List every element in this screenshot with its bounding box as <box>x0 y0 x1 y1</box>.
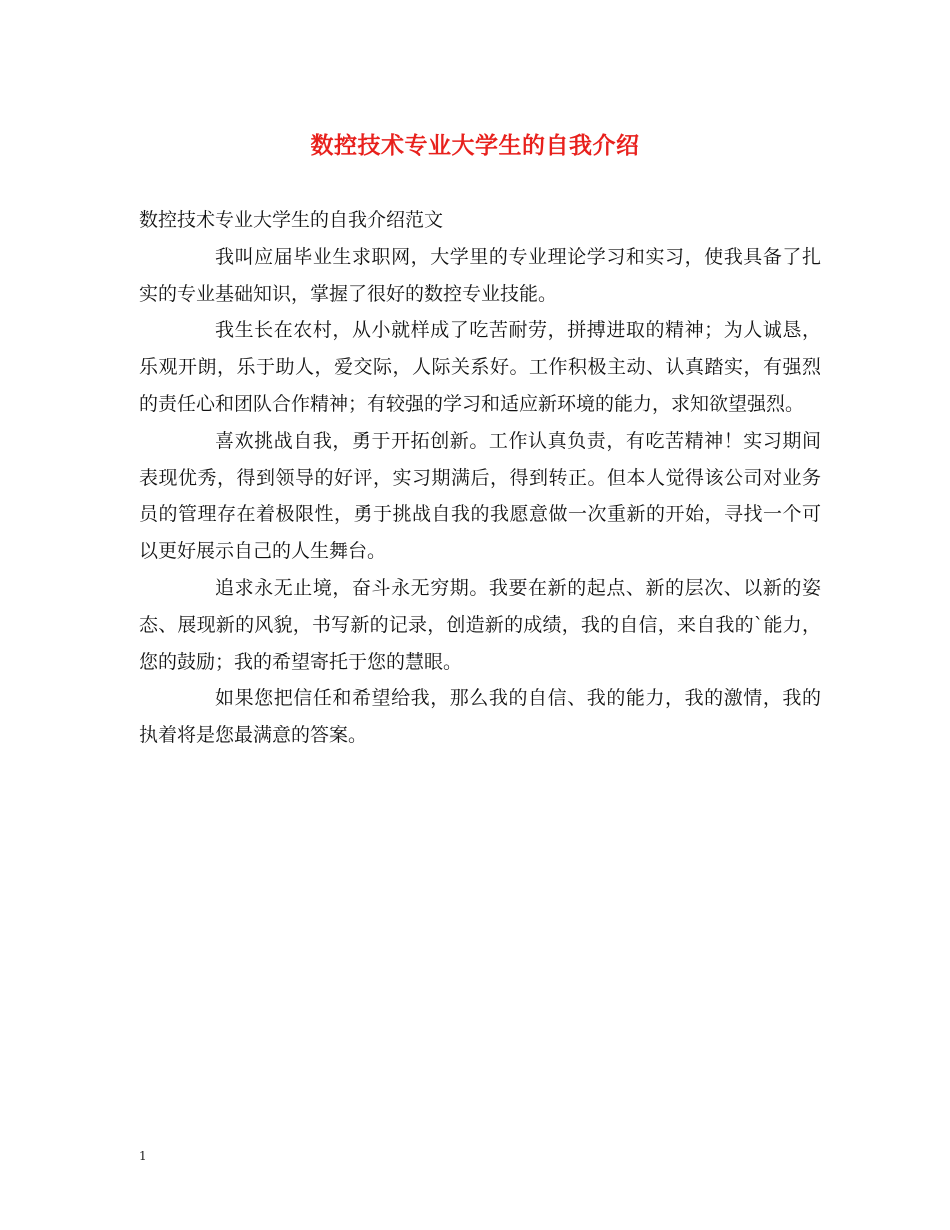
document-body <box>139 202 821 754</box>
document-subtitle: 数控技术专业大学生的自我介绍范文 <box>139 209 444 231</box>
document-title: 数控技术专业大学生的自我介绍 <box>310 132 640 159</box>
paragraph-1: 我叫应届毕业生求职网，大学里的专业理论学习和实习，使我具备了扎实的专业基础知识，掌握了很好的数控专业技能。 <box>139 245 821 305</box>
paragraph-3: 喜欢挑战自我，勇于开拓创新。工作认真负责，有吃苦精神！实习期间表现优秀，得到领导的好评，实习期满后，得到转正。但本人觉得该公司对业务员的管理存在着极限性，勇于挑战自我的我愿意做一次重新的开始，寻找一个可以更好展示自己的人生舞台。 <box>139 429 821 563</box>
page-number: 1 <box>139 1149 147 1163</box>
paragraph-2: 我生长在农村，从小就样成了吃苦耐劳，拼搏进取的精神；为人诚恳，乐观开朗，乐于助人，爱交际，人际关系好。工作积极主动、认真踏实，有强烈的责任心和团队合作精神；有较强的学习和适应新环境的能力，求知欲望强烈。 <box>139 319 821 415</box>
paragraph-5: 如果您把信任和希望给我，那么我的自信、我的能力，我的激情，我的执着将是您最满意的答案。 <box>139 687 821 747</box>
paragraph-4: 追求永无止境，奋斗永无穷期。我要在新的起点、新的层次、以新的姿态、展现新的风貌，书写新的记录，创造新的成绩，我的自信，来自我的`能力，您的鼓励；我的希望寄托于您的慧眼。 <box>139 576 821 673</box>
